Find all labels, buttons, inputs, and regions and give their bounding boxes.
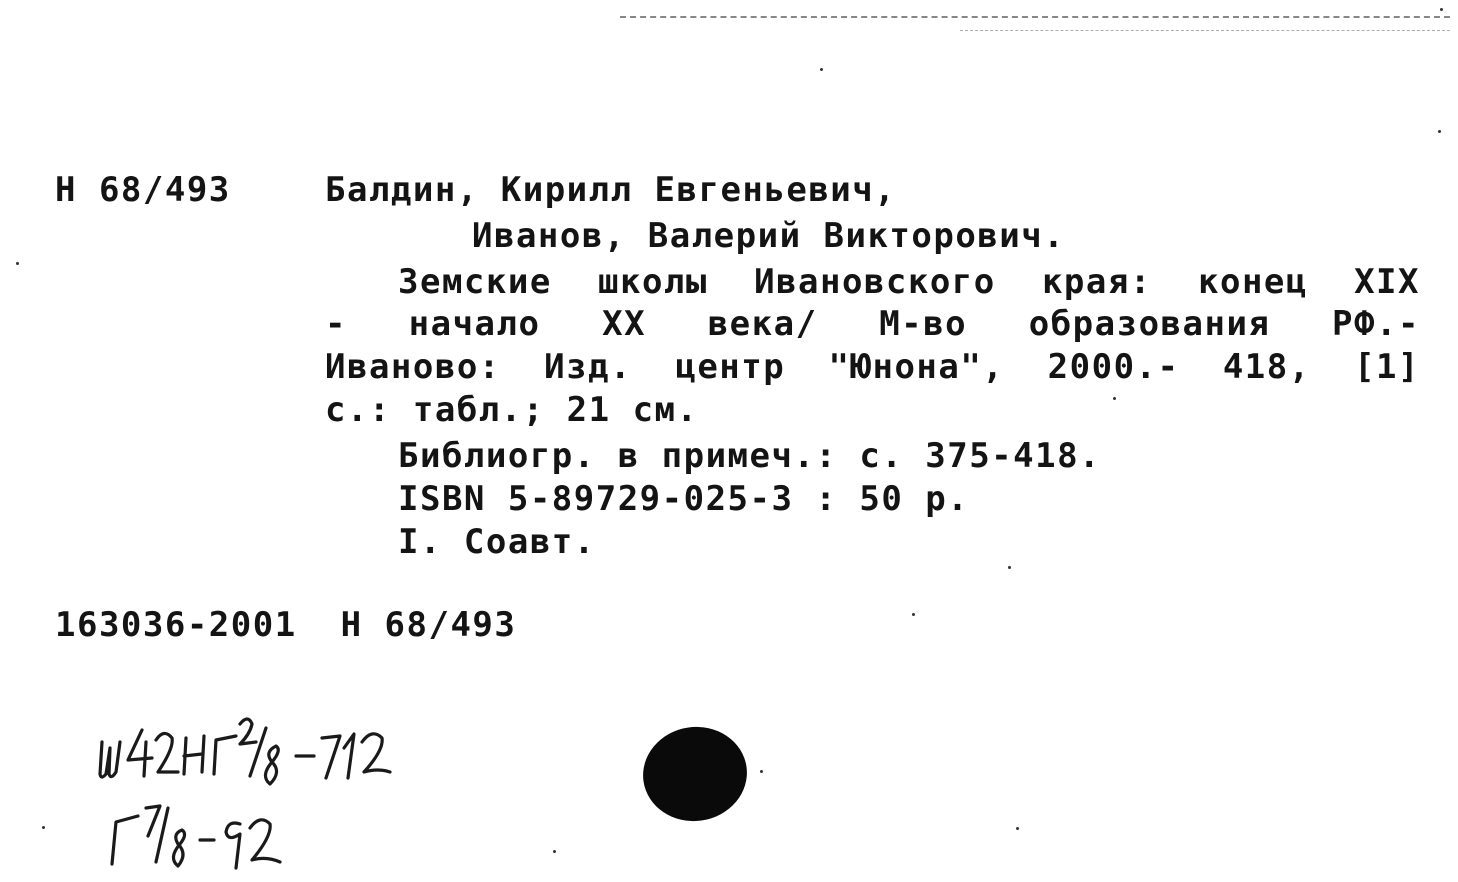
title-line-4: с.: табл.; 21 см. [325, 390, 699, 430]
title-word: Изд. [544, 347, 632, 387]
title-word: М-во [879, 304, 968, 344]
title-word: века/ [707, 304, 818, 344]
bibliography-note: Библиогр. в примеч.: с. 375-418. [398, 436, 1102, 476]
call-number: Н 68/493 [55, 170, 231, 210]
handwritten-line-1 [100, 719, 390, 784]
top-edge-line-secondary [960, 30, 1450, 31]
title-word: 418, [1222, 347, 1311, 387]
title-word: конец [1198, 262, 1308, 302]
punch-hole [637, 720, 753, 828]
scan-speck [1113, 397, 1116, 400]
author-secondary: Иванов, Валерий Викторович. [472, 216, 1066, 256]
scan-speck [912, 613, 915, 616]
title-word: "Юнона", [828, 347, 1005, 387]
scan-speck [1008, 566, 1011, 569]
scan-speck [1438, 130, 1441, 133]
scan-speck [1016, 827, 1019, 830]
title-word: Ивановского [754, 262, 996, 302]
title-word: школы [598, 262, 708, 302]
scan-speck [760, 770, 763, 773]
title-word: [1] [1354, 347, 1420, 387]
footer-inventory: 163036-2001 Н 68/493 [55, 605, 517, 645]
top-edge-line [620, 16, 1450, 18]
scan-speck [16, 262, 19, 265]
title-word: XX [602, 304, 647, 344]
title-word: - [325, 304, 347, 344]
title-word: Иваново: [325, 347, 501, 387]
scan-speck [553, 850, 556, 853]
title-line-3 [325, 347, 1420, 387]
title-word: XIX [1354, 262, 1420, 302]
handwritten-line-2 [112, 806, 280, 868]
coauthor-line: I. Соавт. [398, 522, 596, 562]
title-word: РФ.- [1332, 304, 1420, 344]
title-word: начало [408, 304, 541, 344]
scan-speck [42, 826, 45, 829]
title-line-2 [325, 304, 1420, 344]
title-word: образования [1028, 304, 1271, 344]
scan-speck [1440, 8, 1443, 11]
author-primary: Балдин, Кирилл Евгеньевич, [325, 170, 897, 210]
title-word: края: [1041, 262, 1152, 302]
isbn-line: ISBN 5-89729-025-3 : 50 р. [398, 479, 970, 519]
title-word: Земские [398, 262, 552, 302]
title-line-1 [398, 262, 1420, 302]
scan-speck [820, 68, 823, 71]
handwritten-notes [90, 712, 490, 872]
title-word: 2000.- [1047, 347, 1180, 387]
title-word: центр [675, 347, 786, 387]
